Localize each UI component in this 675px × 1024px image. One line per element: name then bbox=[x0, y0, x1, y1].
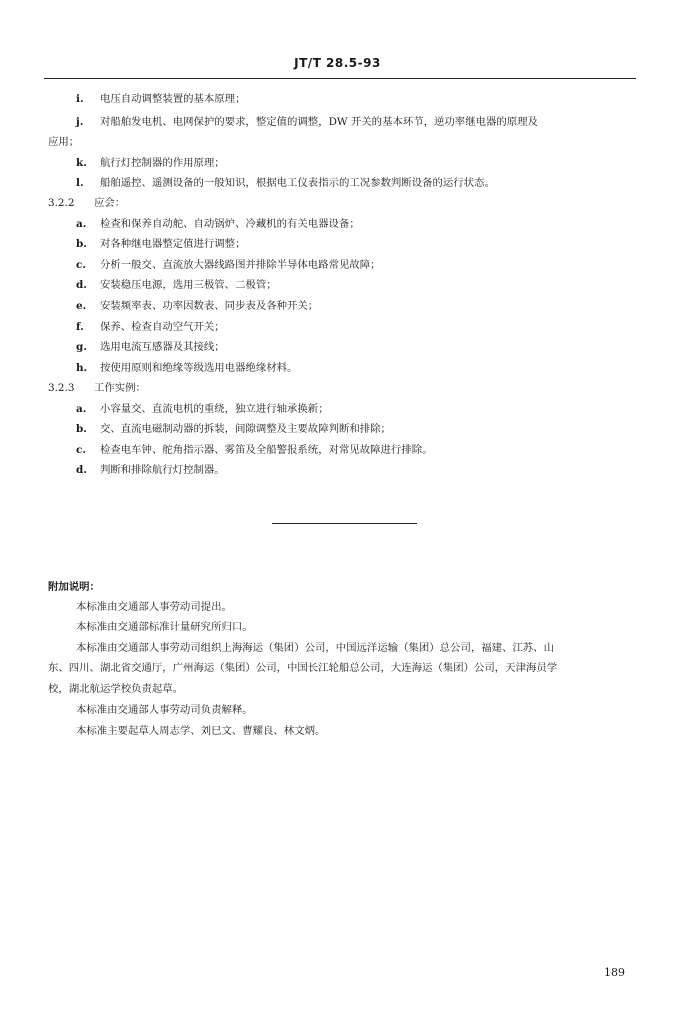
notes-line: 东、四川、湖北省交通厅，广州海运（集团）公司，中国长江轮船总公司，大连海运（集团）公司，天津海员学 bbox=[48, 662, 558, 674]
list-marker: i. bbox=[76, 93, 84, 105]
list-text: 安装频率表、功率因数表、同步表及各种开关； bbox=[100, 300, 319, 312]
list-item bbox=[76, 258, 381, 272]
list-item bbox=[76, 320, 225, 334]
list-item bbox=[76, 361, 297, 375]
list-item-j-continuation bbox=[48, 135, 79, 149]
list-marker: a. bbox=[76, 218, 87, 230]
list-item-j bbox=[76, 115, 538, 129]
list-marker: c. bbox=[76, 259, 86, 271]
list-text: 应用； bbox=[48, 136, 80, 148]
section-heading-3-2-2 bbox=[48, 196, 125, 210]
list-item bbox=[76, 237, 245, 251]
list-text: 小容量交、直流电机的重绕，独立进行轴承换新； bbox=[100, 403, 329, 415]
list-text: 对各种继电器整定值进行调整； bbox=[100, 238, 246, 250]
list-item bbox=[76, 278, 277, 292]
list-marker: d. bbox=[76, 464, 87, 476]
list-item-i bbox=[76, 92, 245, 106]
list-text: 对船舶发电机、电网保护的要求，整定值的调整，DW 开关的基本环节，逆功率继电器的原理及 bbox=[100, 116, 538, 128]
list-text: 保养、检查自动空气开关； bbox=[100, 321, 225, 333]
end-divider bbox=[272, 523, 417, 524]
list-item bbox=[76, 217, 360, 231]
list-marker: k. bbox=[76, 157, 87, 169]
notes-line: 本标准由交通部人事劳动司提出。 bbox=[76, 601, 232, 613]
list-item-l bbox=[76, 176, 495, 190]
list-item bbox=[76, 443, 433, 457]
list-item bbox=[76, 340, 225, 354]
list-marker: a. bbox=[76, 403, 87, 415]
document-header: JT/T 28.5-93 bbox=[294, 56, 381, 70]
list-marker: e. bbox=[76, 300, 87, 312]
notes-line: 本标准由交通部人事劳动司组织上海海运（集团）公司，中国远洋运输（集团）总公司，福建、江苏、山 bbox=[76, 642, 554, 654]
list-text: 判断和排除航行灯控制器。 bbox=[100, 464, 225, 476]
notes-line: 本标准主要起草人周志学、刘巳文、曹耀良、林文炳。 bbox=[76, 725, 326, 737]
list-text: 按使用原则和绝缘等级选用电器绝缘材料。 bbox=[100, 362, 298, 374]
list-marker: j. bbox=[76, 116, 84, 128]
list-item bbox=[76, 422, 391, 436]
list-marker: b. bbox=[76, 238, 87, 250]
list-text: 电压自动调整装置的基本原理； bbox=[100, 93, 246, 105]
list-marker: c. bbox=[76, 444, 86, 456]
section-number: 3.2.3 bbox=[48, 382, 75, 394]
list-item-k bbox=[76, 156, 225, 170]
list-marker: h. bbox=[76, 362, 88, 374]
list-item bbox=[76, 299, 318, 313]
list-text: 交、直流电磁制动器的拆装，间隙调整及主要故障判断和排除； bbox=[100, 423, 391, 435]
list-text: 分析一般交、直流放大器线路图并排除半导体电路常见故障； bbox=[100, 259, 381, 271]
list-marker: f. bbox=[76, 321, 84, 333]
list-text: 航行灯控制器的作用原理； bbox=[100, 157, 225, 169]
notes-line: 本标准由交通部标准计量研究所归口。 bbox=[76, 621, 253, 633]
list-text: 船舶遥控、遥测设备的一般知识，根据电工仪表指示的工况参数判断设备的运行状态。 bbox=[100, 177, 495, 189]
list-marker: b. bbox=[76, 423, 87, 435]
section-title: 工作实例： bbox=[94, 382, 146, 394]
notes-heading: 附加说明： bbox=[48, 581, 100, 593]
list-text: 检查和保养自动舵、自动锅炉、冷藏机的有关电器设备； bbox=[100, 218, 360, 230]
list-item bbox=[76, 463, 225, 477]
notes-line: 校，湖北航运学校负责起草。 bbox=[48, 683, 184, 695]
list-marker: g. bbox=[76, 341, 87, 353]
list-item bbox=[76, 402, 329, 416]
list-text: 检查电车钟、舵角指示器、雾笛及全船警报系统，对常见故障进行排除。 bbox=[100, 444, 433, 456]
section-number: 3.2.2 bbox=[48, 197, 75, 209]
list-marker: l. bbox=[76, 177, 84, 189]
list-marker: d. bbox=[76, 279, 87, 291]
list-text: 安装稳压电源，选用三极管、二极管； bbox=[100, 279, 277, 291]
notes-line: 本标准由交通部人事劳动司负责解释。 bbox=[76, 704, 253, 716]
section-title: 应会： bbox=[94, 197, 126, 209]
header-rule bbox=[44, 78, 636, 79]
list-text: 选用电流互感器及其接线； bbox=[100, 341, 225, 353]
page-number: 189 bbox=[604, 966, 625, 979]
section-heading-3-2-3 bbox=[48, 381, 146, 395]
